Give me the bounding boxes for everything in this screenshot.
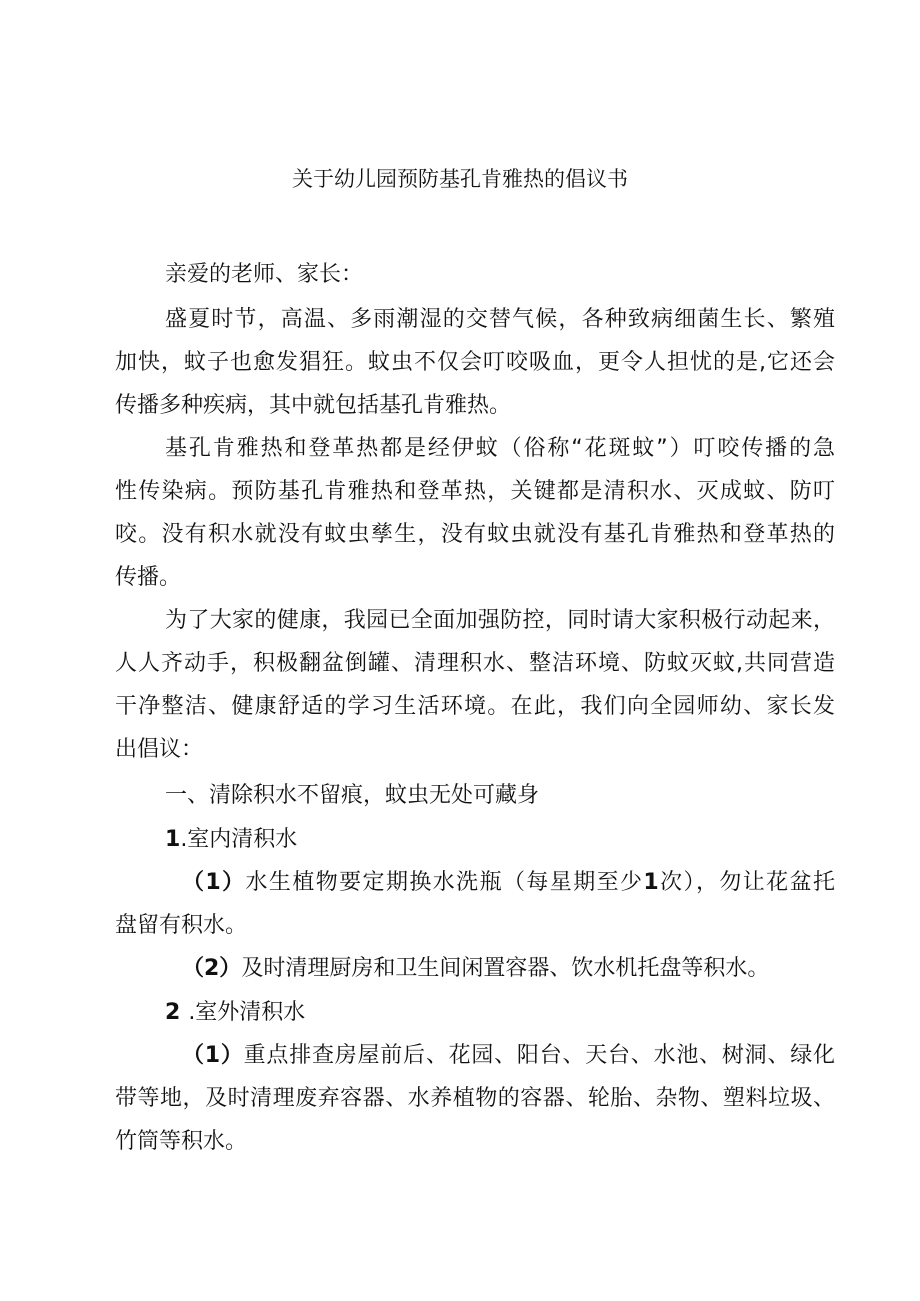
item-1-label: .室内清积水 <box>180 827 298 852</box>
item-2-1-line-1 <box>182 1041 835 1071</box>
item-2-label: .室外清积水 <box>188 1000 306 1025</box>
paragraph-1-line-1: 盛夏时节，高温、多雨潮湿的交替气候，各种致病细菌生长、繁殖 <box>165 307 835 332</box>
section-1-heading: 一、清除积水不留痕，蚊虫无处可藏身 <box>165 783 540 808</box>
item-1-1-text-b: 次），勿让花盆托 <box>658 870 835 895</box>
paragraph-3-line-2: 人人齐动手，积极翻盆倒罐、清理积水、整洁环境、防蚊灭蚊,共同营造 <box>115 651 835 676</box>
item-1-1-text-a: 水生植物要定期换水洗瓶（每星期至少 <box>245 870 644 895</box>
item-1-1-number: （1） <box>182 870 246 895</box>
paragraph-3-line-1: 为了大家的健康，我园已全面加强防控，同时请大家积极行动起来， <box>165 608 835 633</box>
paragraph-2-line-4: 传播。 <box>115 565 182 590</box>
paragraph-3-line-3: 干净整洁、健康舒适的学习生活环境。在此，我们向全园师幼、家长发 <box>115 694 835 719</box>
item-2-number: 2 <box>165 1000 181 1025</box>
item-1-2 <box>182 954 835 984</box>
paragraph-2-line-3: 咬。没有积水就没有蚊虫孳生，没有蚊虫就没有基孔肯雅热和登革热的 <box>115 522 835 547</box>
paragraph-2-line-1: 基孔肯雅热和登革热都是经伊蚊（俗称“花斑蚊”）叮咬传播的急 <box>165 436 835 461</box>
item-1-1-line-1 <box>182 868 835 898</box>
item-1-1-line-2: 盘留有积水。 <box>115 913 248 938</box>
item-2-1-number: （1） <box>182 1043 244 1068</box>
item-2-1-line-2: 带等地，及时清理废弃容器、水养植物的容器、轮胎、杂物、塑料垃圾、 <box>115 1086 835 1111</box>
paragraph-1-line-3: 传播多种疾病，其中就包括基孔肯雅热。 <box>115 393 512 418</box>
item-1-1-count: 1 <box>643 870 659 895</box>
paragraph-1-line-2: 加快，蚊子也愈发猖狂。蚊虫不仅会叮咬吸血，更令人担忧的是,它还会 <box>115 350 835 375</box>
item-2-heading <box>165 998 835 1028</box>
item-2-1-text: 重点排查房屋前后、花园、阳台、天台、水池、树洞、绿化 <box>243 1043 835 1068</box>
salutation: 亲爱的老师、家长： <box>165 262 364 287</box>
paragraph-3-line-4: 出倡议： <box>115 737 204 762</box>
item-2-1-line-3: 竹筒等积水。 <box>115 1129 248 1154</box>
item-1-2-number: （2） <box>182 956 242 981</box>
item-1-2-text: 及时清理厨房和卫生间闲置容器、饮水机托盘等积水。 <box>241 956 770 981</box>
document-title: 关于幼儿园预防基孔肯雅热的倡议书 <box>292 167 628 191</box>
item-1-number: 1 <box>165 827 181 852</box>
paragraph-2-line-2: 性传染病。预防基孔肯雅热和登革热，关键都是清积水、灭成蚊、防叮 <box>115 479 835 504</box>
item-1-heading <box>165 825 835 855</box>
